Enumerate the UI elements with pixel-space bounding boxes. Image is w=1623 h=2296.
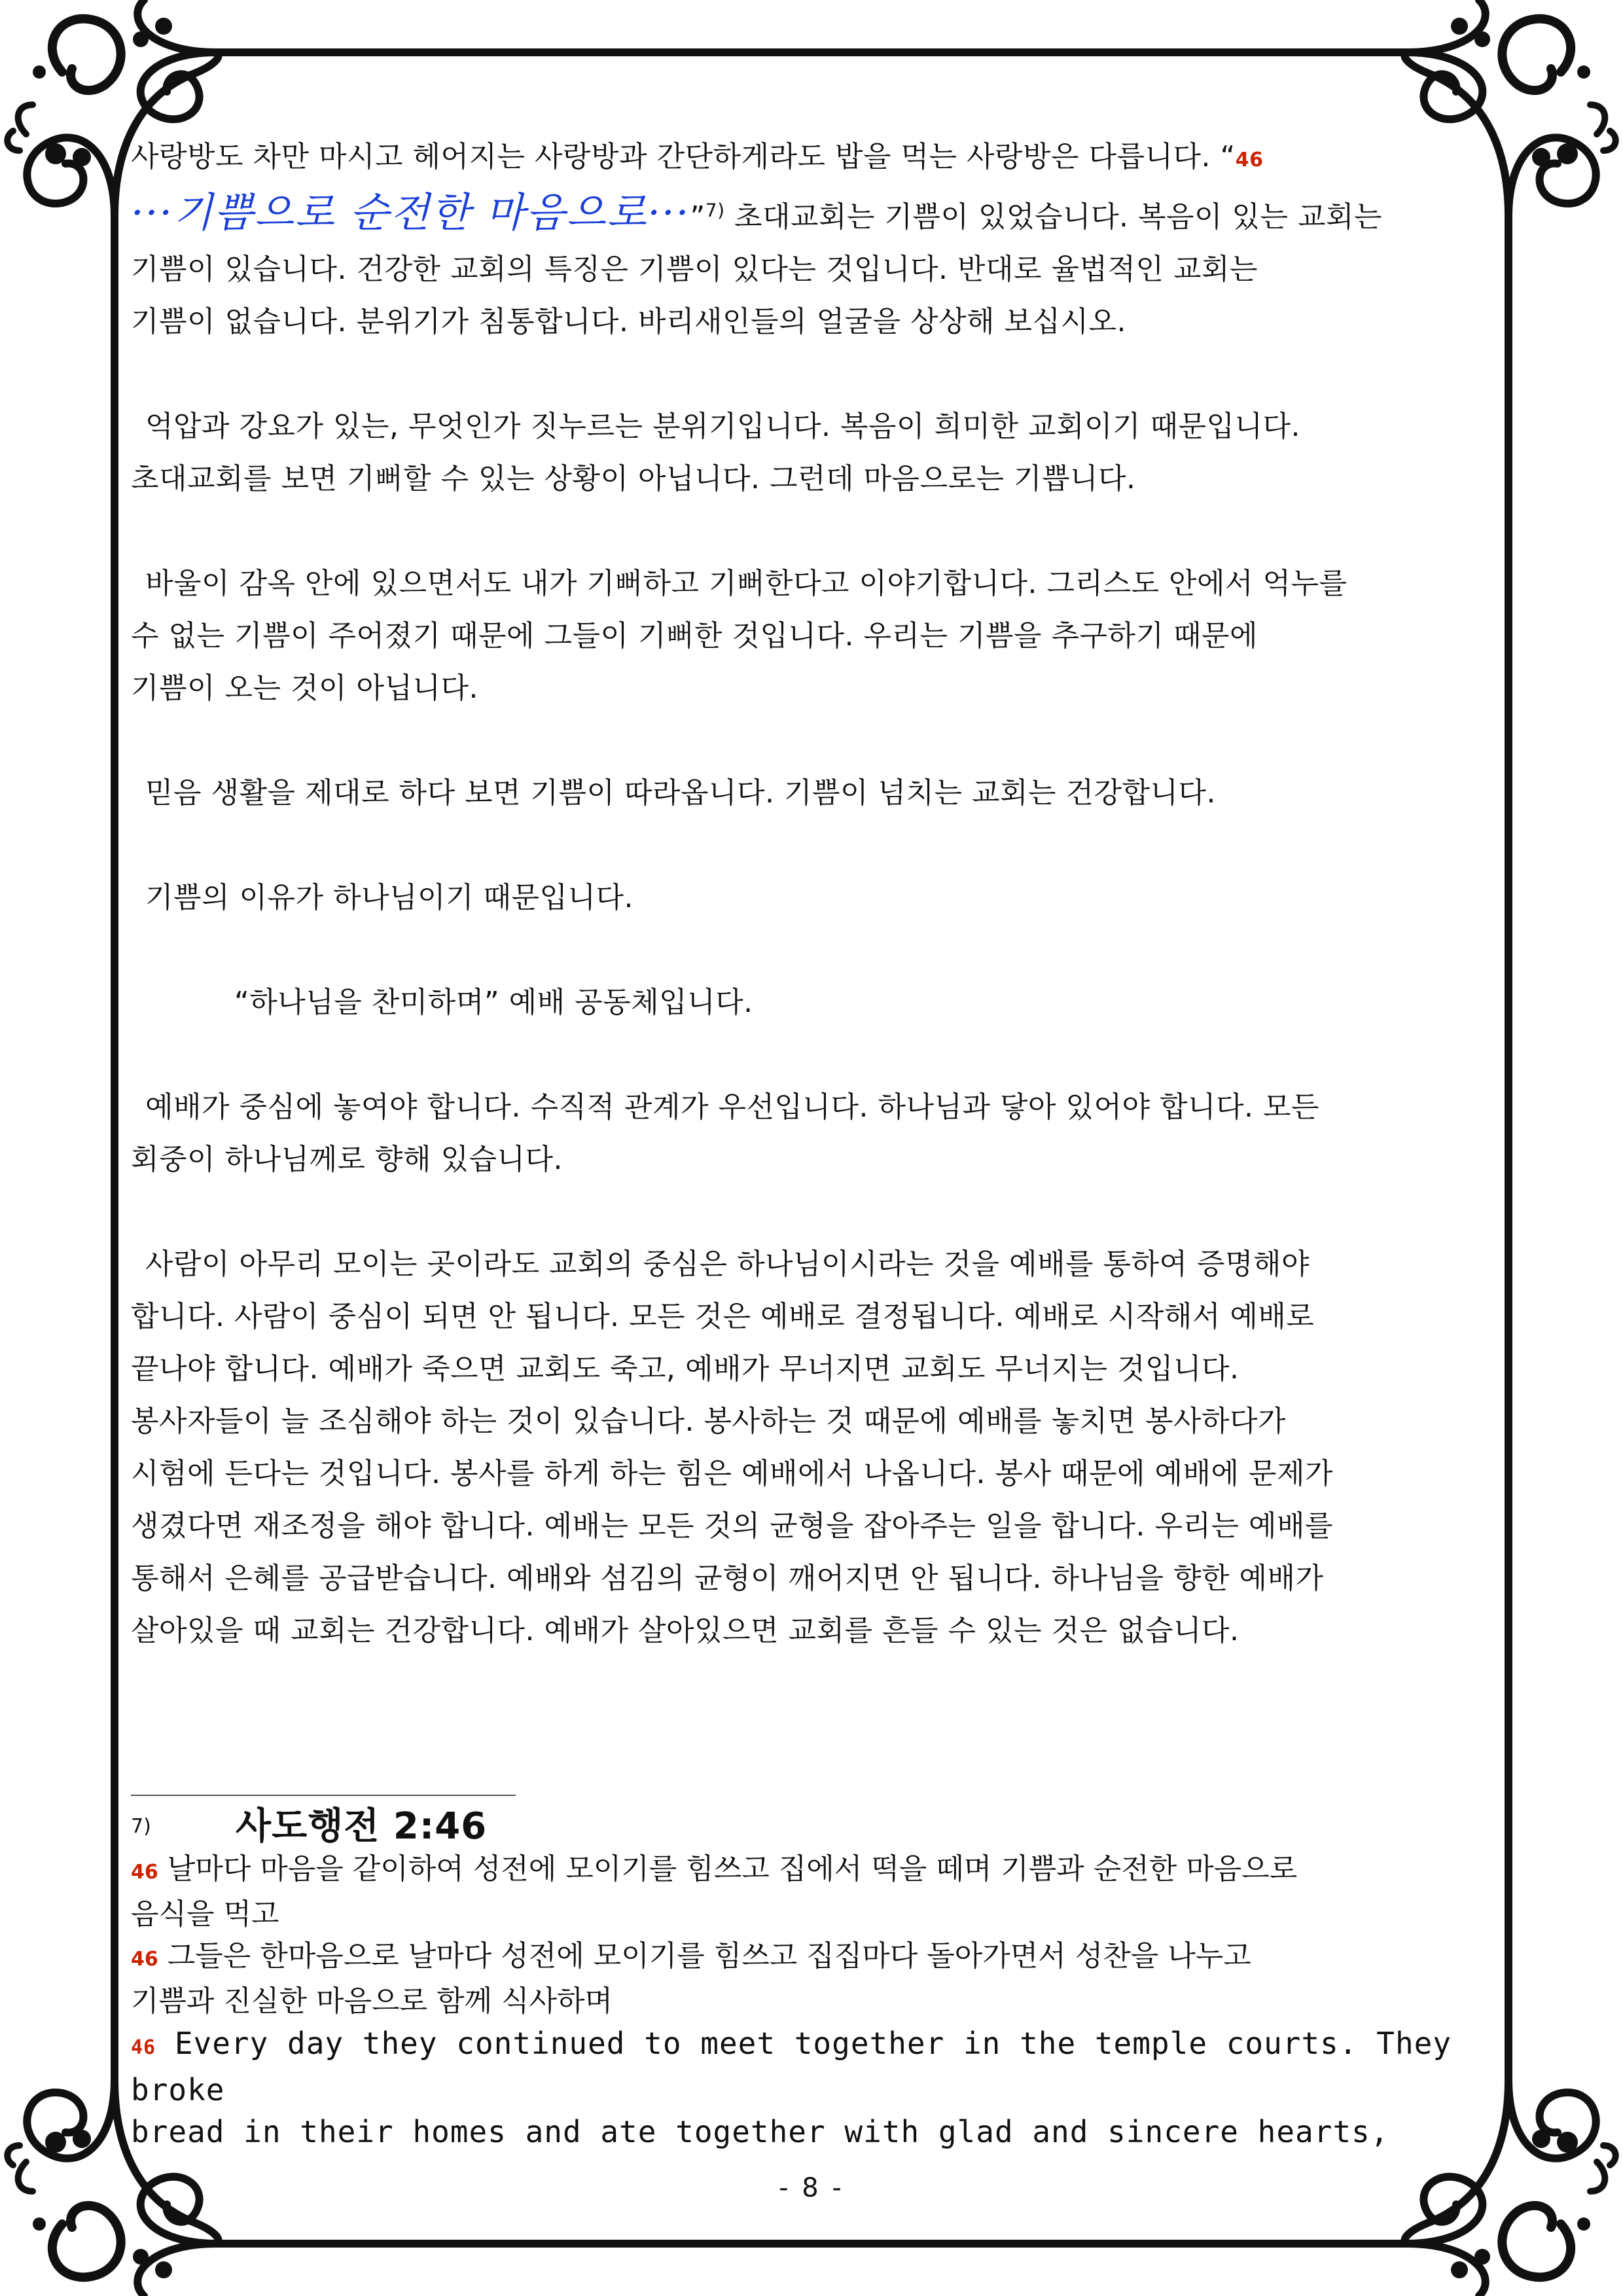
- quote-close: ”: [690, 200, 705, 234]
- paragraph-1: [131, 131, 1492, 348]
- verse-number: 46: [131, 1948, 158, 1971]
- paragraph-8-line-5: 시험에 든다는 것입니다. 봉사를 하게 하는 힘은 예배에서 나옵니다. 봉사 때문에 예배에 문제가: [131, 1457, 1333, 1490]
- paragraph-3-line-1: 바울이 감옥 안에 있으면서도 내가 기뻐하고 기뻐한다고 이야기합니다. 그리스도 안에서 억누를: [145, 567, 1347, 600]
- footnote-verse-line: 음식을 먹고: [131, 1897, 279, 1931]
- paragraph-gap: [131, 1029, 1492, 1081]
- footnote-reference[interactable]: 7): [705, 199, 725, 221]
- text-span: 초대교회는 기쁨이 있었습니다. 복음이 있는 교회는: [724, 200, 1383, 234]
- footnote-separator: [131, 1795, 516, 1796]
- paragraph-8-line-6: 생겼다면 재조정을 해야 합니다. 예배는 모든 것의 균형을 잡아주는 일을 합니다. 우리는 예배를: [131, 1509, 1333, 1543]
- paragraph-3-line-3: 기쁨이 오는 것이 아닙니다.: [131, 672, 478, 705]
- footnote-verse-text: 그들은 한마음으로 날마다 성전에 모이기를 힘쓰고 집집마다 돌아가면서 성찬을 나누고: [167, 1939, 1251, 1973]
- handwritten-quote: ···기쁨으로 순전한 마음으로···: [131, 188, 690, 236]
- footnote-verse-english: [131, 2022, 1492, 2153]
- page-number: - 8 -: [779, 2173, 844, 2203]
- paragraph-gap: [131, 819, 1492, 872]
- paragraph-8-line-1: 사람이 아무리 모이는 곳이라도 교회의 중심은 하나님이시라는 것을 예배를 통하여 증명해야: [145, 1247, 1310, 1281]
- paragraph-gap: [131, 348, 1492, 401]
- verse-number: 46: [131, 2036, 156, 2059]
- paragraph-3-line-2: 수 없는 기쁨이 주어졌기 때문에 그들이 기뻐한 것입니다. 우리는 기쁨을 추구하기 때문에: [131, 619, 1258, 653]
- paragraph-1-line-4: 기쁨이 없습니다. 분위기가 침통합니다. 바리새인들의 얼굴을 상상해 보십시오.: [131, 305, 1126, 338]
- paragraph-6-line-1: “하나님을 찬미하며” 예배 공동체입니다.: [234, 986, 753, 1019]
- paragraph-7-line-1: 예배가 중심에 놓여야 합니다. 수직적 관계가 우선입니다. 하나님과 닿아 있어야 합니다. 모든: [145, 1090, 1319, 1124]
- paragraph-8-continued: [131, 1291, 1492, 1657]
- footnote-section: [131, 1805, 1492, 2153]
- footnote-verse-text: Every day they continued to meet together in the temple courts. They broke: [131, 2026, 1452, 2108]
- paragraph-4: [131, 767, 1492, 819]
- paragraph-2: [131, 401, 1492, 453]
- text-span: 사랑방도 차만 마시고 헤어지는 사랑방과 간단하게라도 밥을 먹는 사랑방은 다릅니다. “: [131, 140, 1236, 173]
- paragraph-7-continued: [131, 1134, 1492, 1186]
- paragraph-8-line-2: 합니다. 사람이 중심이 되면 안 됩니다. 모든 것은 예배로 결정됩니다. 예배로 시작해서 예배로: [131, 1300, 1315, 1333]
- paragraph-8-line-8: 살아있을 때 교회는 건강합니다. 예배가 살아있으면 교회를 흔들 수 있는 것은 없습니다.: [131, 1614, 1240, 1647]
- footnote-heading: [131, 1805, 1492, 1848]
- paragraph-1-line-3: 기쁨이 있습니다. 건강한 교회의 특징은 기쁨이 있다는 것입니다. 반대로 율법적인 교회는: [131, 253, 1258, 286]
- footnote-verse-line: [131, 1848, 1492, 1893]
- footnote-verse-line: [131, 1935, 1492, 1981]
- paragraph-1-line-1: [131, 131, 1492, 187]
- footnote-verse-text: 날마다 마음을 같이하여 성전에 모이기를 힘쓰고 집에서 떡을 떼며 기쁨과 순전한 마음으로: [167, 1852, 1298, 1886]
- footnote-marker: 7): [131, 1815, 151, 1838]
- paragraph-8-line-3: 끝나야 합니다. 예배가 죽으면 교회도 죽고, 예배가 무너지면 교회도 무너지는 것입니다.: [131, 1352, 1240, 1386]
- verse-number: 46: [1235, 149, 1264, 171]
- verse-number: 46: [131, 1861, 158, 1884]
- footnote-verse-line: [131, 2022, 1492, 2111]
- footnote-verse-line: bread in their homes and ate together with glad and sincere hearts,: [131, 2114, 1389, 2149]
- paragraph-6-heading: [131, 977, 1492, 1029]
- paragraph-2-line-1: 억압과 강요가 있는, 무엇인가 짓누르는 분위기입니다. 복음이 희미한 교회이기 때문입니다.: [145, 410, 1300, 443]
- paragraph-3: [131, 558, 1492, 610]
- paragraph-8-line-7: 통해서 은혜를 공급받습니다. 예배와 섬김의 균형이 깨어지면 안 됩니다. 하나님을 향한 예배가: [131, 1562, 1324, 1595]
- footnote-title: 사도행전 2:46: [236, 1805, 488, 1848]
- paragraph-gap: [131, 924, 1492, 977]
- paragraph-gap: [131, 715, 1492, 767]
- paragraph-gap: [131, 505, 1492, 558]
- paragraph-2-line-2: 초대교회를 보면 기뻐할 수 있는 상황이 아닙니다. 그런데 마음으로는 기쁩니다.: [131, 462, 1136, 495]
- paragraph-5: [131, 872, 1492, 924]
- footnote-verse-line: 기쁨과 진실한 마음으로 함께 식사하며: [131, 1984, 613, 2018]
- paragraph-7-line-2: 회중이 하나님께로 향해 있습니다.: [131, 1143, 563, 1176]
- paragraph-3-continued: [131, 610, 1492, 715]
- paragraph-8: [131, 1238, 1492, 1291]
- paragraph-7: [131, 1081, 1492, 1134]
- footnote-verse-modern: [131, 1935, 1492, 2022]
- paragraph-8-line-4: 봉사자들이 늘 조심해야 하는 것이 있습니다. 봉사하는 것 때문에 예배를 놓치면 봉사하다가: [131, 1405, 1286, 1438]
- sermon-body: [131, 131, 1492, 1657]
- paragraph-2-continued: [131, 453, 1492, 505]
- paragraph-4-line-1: 믿음 생활을 제대로 하다 보면 기쁨이 따라옵니다. 기쁨이 넘치는 교회는 건강합니다.: [145, 776, 1216, 810]
- paragraph-gap: [131, 1186, 1492, 1238]
- footnote-verse-krv: [131, 1848, 1492, 1935]
- paragraph-1-line-2: [131, 187, 1492, 243]
- paragraph-5-line-1: 기쁨의 이유가 하나님이기 때문입니다.: [145, 881, 634, 914]
